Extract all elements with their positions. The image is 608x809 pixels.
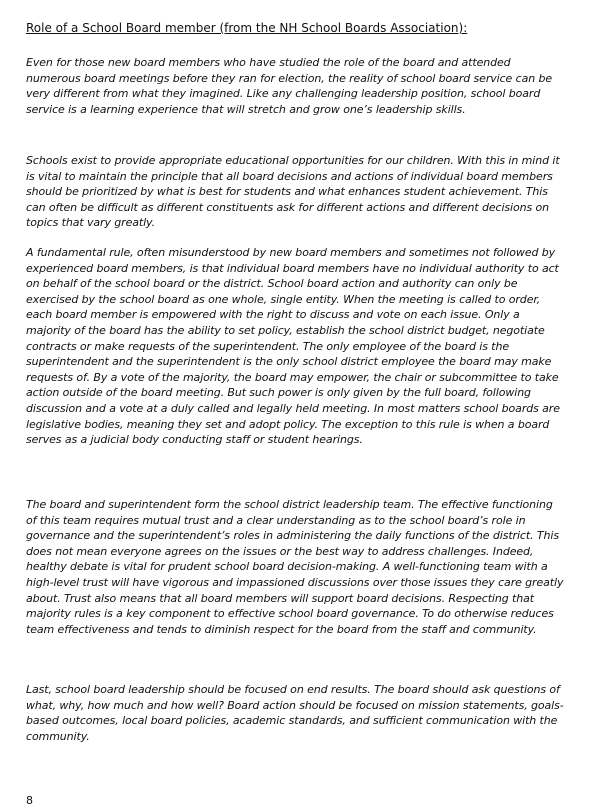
section-heading: Role of a School Board member (from the NH School Boards Association): (26, 21, 468, 35)
paragraph-board-service: Even for those new board members who have studied the role of the board and attended numerous board meetings before they ran for election, the reality of school board service can be very different from what they imagined. Like any challenging leadership position, school board service is a learning experience that will stretch and grow one’s leadership skills. (26, 56, 553, 116)
page-number: 8 (26, 794, 33, 807)
paragraph-end-results: Last, school board leadership should be focused on end results. The board should ask questions of what, why, how much and how well? Board action should be focused on mission statements, goals-based outcomes, local board policies, academic standards, and sufficient communication with the community. (26, 683, 564, 743)
paragraph-board-authority: A fundamental rule, often misunderstood by new board members and sometimes not followed by experienced board members, is that individual board members have no individual authority to act on behalf of the school board or the district. School board action and authority can only be exercised by the school board as one whole, single entity. When the meeting is called to order, each board member is empowered with the right to discuss and vote on each issue. Only a majority of the board has the ability to set policy, establish the school district budget, negotiate contracts or make requests of the superintendent. The only employee of the board is the superintendent and the superintendent is the only school district employee the board may make requests of. By a vote of the majority, the board may empower, the chair or subcommittee to take action outside of the board meeting. But such power is only given by the full board, following discussion and a vote at a duly called and legally held meeting. In most matters school boards are legislative bodies, meaning they set and adopt policy. The exception to this rule is when a board serves as a judicial body conducting staff or student hearings. (26, 246, 560, 447)
paragraph-leadership-team: The board and superintendent form the school district leadership team. The effective functioning of this team requires mutual trust and a clear understanding as to the school board’s role in governance and the superintendent’s roles in administering the daily functions of the district. This does not mean everyone agrees on the issues or the best way to address challenges. Indeed, healthy debate is vital for prudent school board decision-making. A well-functioning team with a high-level trust will have vigorous and impassioned discussions over those issues they care greatly about. Trust also means that all board members will support board decisions. Respecting that majority rules is a key component to effective school board governance. To do otherwise reduces team effectiveness and tends to diminish respect for the board from the staff and community. (26, 498, 564, 636)
paragraph-student-priority: Schools exist to provide appropriate educational opportunities for our children. With this in mind it is vital to maintain the principle that all board decisions and actions of individual board members should be prioritized by what is best for students and what enhances student achievement. This can often be difficult as different constituents ask for different actions and different decisions on topics that vary greatly. (26, 154, 560, 230)
